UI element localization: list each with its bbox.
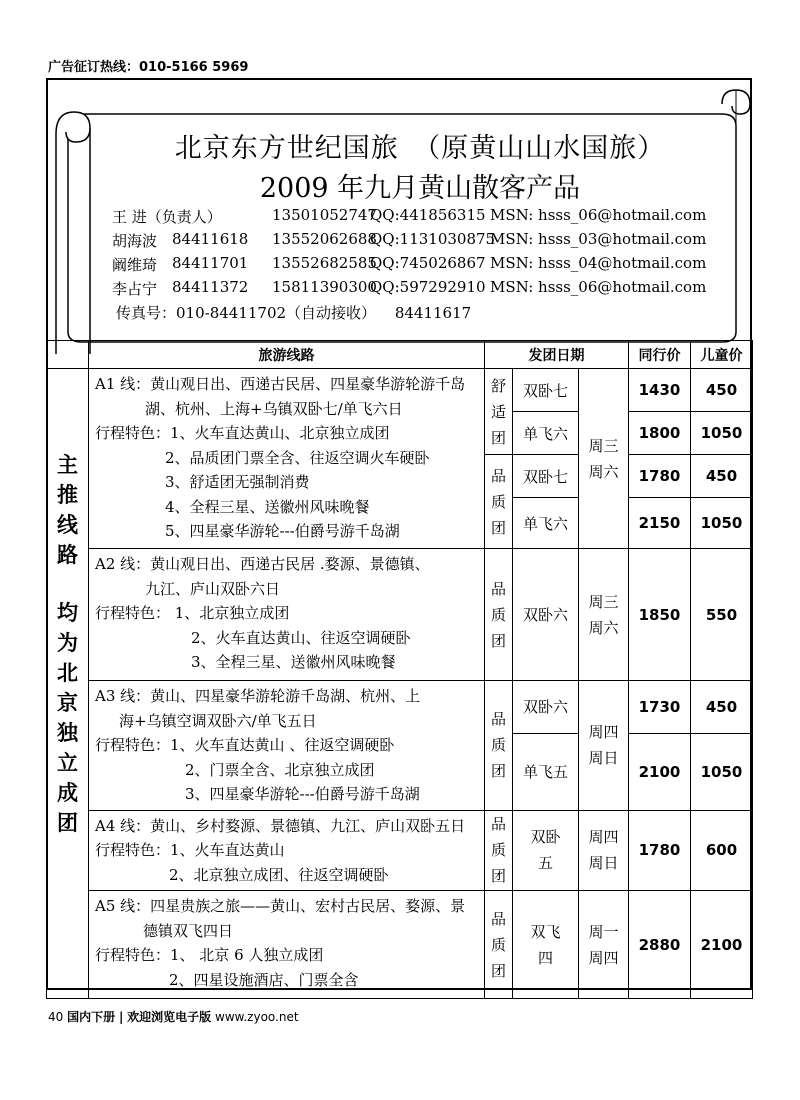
fax-row	[116, 302, 485, 323]
departure-days: 周三 周六	[579, 549, 629, 681]
departure-days: 周四 周日	[579, 810, 629, 891]
peer-price: 1800	[629, 412, 691, 455]
route-a4: A4 线：黄山、乡村婺源、景德镇、九江、庐山双卧五日 行程特色：1、火车直达黄山 2、北京独立成团、往返空调硬卧	[89, 810, 485, 891]
table-row	[47, 549, 753, 681]
contact-mobile: 13552062688	[272, 230, 377, 248]
grade-quality: 品 质 团	[485, 810, 513, 891]
departure-days: 周四 周日	[579, 681, 629, 811]
grade-comfort: 舒 适 团	[485, 369, 513, 455]
contact-qq: QQ:441856315	[370, 206, 486, 224]
room-type: 双卧七	[513, 455, 579, 498]
contact-qq: QQ:597292910	[370, 278, 486, 296]
route-table	[46, 340, 753, 999]
table-row	[47, 810, 753, 891]
route-a2: A2 线：黄山观日出、西递古民居 .婺源、景德镇、 九江、庐山双卧六日 行程特色： 1、北京独立成团 2、火车直达黄山、往返空调硬卧 3、全程三星、送徽州风味晚餐	[89, 549, 485, 681]
table-row	[47, 891, 753, 999]
peer-price: 1850	[629, 549, 691, 681]
product-title: 2009 年九月黄山散客产品	[259, 173, 581, 204]
header-peer-price: 同行价	[629, 341, 691, 369]
child-price: 1050	[691, 412, 753, 455]
room-type: 单飞六	[513, 498, 579, 549]
grade-quality: 品 质 团	[485, 455, 513, 549]
contact-mobile: 13552682585	[272, 254, 377, 272]
contact-name: 李占宁	[112, 280, 158, 298]
grade-quality: 品 质 团	[485, 681, 513, 811]
header-route: 旅游线路	[89, 341, 485, 369]
peer-price: 1430	[629, 369, 691, 412]
room-type: 单飞五	[513, 733, 579, 810]
header-child-price: 儿童价	[691, 341, 753, 369]
header-scroll	[50, 84, 752, 354]
peer-price: 1780	[629, 455, 691, 498]
fax-extra: 84411617	[394, 304, 472, 322]
contact-mobile: 13501052747	[272, 206, 377, 224]
route-a3: A3 线：黄山、四星豪华游轮游千岛湖、杭州、上 海+乌镇空调双卧六/单飞五日 行程特色：1、火车直达黄山 、往返空调硬卧 2、门票全含、北京独立成团 3、四星豪华游轮---伯爵号游千岛湖	[89, 681, 485, 811]
child-price: 2100	[691, 891, 753, 999]
site-link[interactable]: www.zyoo.net	[215, 1010, 299, 1024]
grade-quality: 品 质 团	[485, 891, 513, 999]
side-header-blank	[47, 341, 89, 369]
departure-days: 周一 周四	[579, 891, 629, 999]
peer-price: 1730	[629, 681, 691, 734]
contact-name: 王 进（负责人）	[112, 208, 222, 226]
footer-separator: |	[118, 1010, 124, 1024]
contact-msn: MSN: hsss_04@hotmail.com	[490, 254, 707, 272]
contact-qq: QQ:745026867	[370, 254, 486, 272]
peer-price: 2100	[629, 733, 691, 810]
peer-price: 2150	[629, 498, 691, 549]
child-price: 450	[691, 681, 753, 734]
side-label: 主 推 线 路 均 为 北 京 独 立 成 团	[47, 369, 89, 999]
room-type: 双卧六	[513, 681, 579, 734]
contact-phone: 84411701	[172, 254, 249, 272]
contact-name: 胡海波	[112, 232, 158, 250]
footer-note: 欢迎浏览电子版	[127, 1010, 212, 1024]
contact-phone: 84411618	[172, 230, 249, 248]
room-type: 双飞 四	[513, 891, 579, 999]
header-date: 发团日期	[485, 341, 629, 369]
grade-quality: 品 质 团	[485, 549, 513, 681]
page-footer	[48, 1008, 299, 1025]
room-type: 单飞六	[513, 412, 579, 455]
table-header-row	[47, 341, 753, 369]
contact-msn: MSN: hsss_06@hotmail.com	[490, 278, 707, 296]
child-price: 1050	[691, 498, 753, 549]
contact-phone: 84411372	[172, 278, 249, 296]
contact-msn: MSN: hsss_06@hotmail.com	[490, 206, 707, 224]
child-price: 550	[691, 549, 753, 681]
ad-hotline: 广告征订热线：010-5166 5969	[48, 60, 249, 75]
company-name: 北京东方世纪国旅 （原黄山山水国旅）	[174, 133, 666, 164]
child-price: 600	[691, 810, 753, 891]
route-a1: A1 线：黄山观日出、西递古民居、四星豪华游轮游千岛 湖、杭州、上海+乌镇双卧七/单飞六日 行程特色：1、火车直达黄山、北京独立成团 2、品质团门票全含、往返空调火车硬卧 3、舒适团无强制消费 4、全程三星、送徽州风味晚餐 5、四星豪华游轮---伯爵号游千岛湖	[89, 369, 485, 549]
child-price: 450	[691, 455, 753, 498]
fax-label: 传真号：010-84411702（自动接收）	[116, 304, 377, 322]
route-a5: A5 线：四星贵族之旅——黄山、宏村古民居、婺源、景 德镇双飞四日 行程特色：1、 北京 6 人独立成团 2、四星设施酒店、门票全含	[89, 891, 485, 999]
table-row	[47, 369, 753, 412]
peer-price: 2880	[629, 891, 691, 999]
child-price: 1050	[691, 733, 753, 810]
section-name: 国内下册	[67, 1010, 116, 1024]
contact-mobile: 15811390300	[272, 278, 377, 296]
contact-msn: MSN: hsss_03@hotmail.com	[490, 230, 707, 248]
child-price: 450	[691, 369, 753, 412]
contact-name: 阚维琦	[112, 256, 158, 274]
room-type: 双卧 五	[513, 810, 579, 891]
room-type: 双卧六	[513, 549, 579, 681]
contact-qq: QQ:1131030875	[370, 230, 496, 248]
page-number: 40	[48, 1010, 64, 1024]
peer-price: 1780	[629, 810, 691, 891]
room-type: 双卧七	[513, 369, 579, 412]
departure-days: 周三 周六	[579, 369, 629, 549]
table-row	[47, 681, 753, 734]
